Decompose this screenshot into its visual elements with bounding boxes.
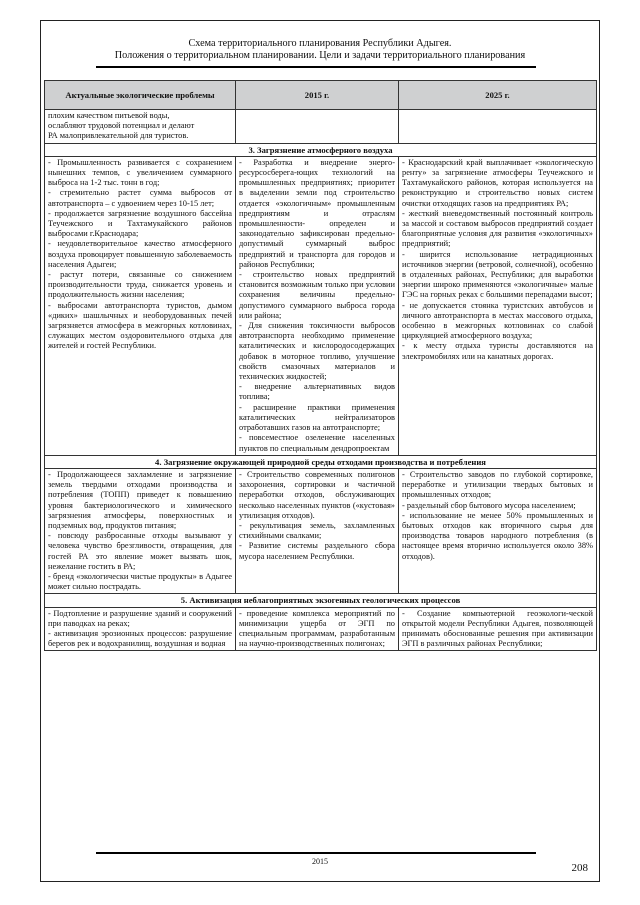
- list-item: - Строительство заводов по глубокой сортировке, переработке и утилизации твердых бытовых и промышленных отходов;: [402, 469, 593, 500]
- list-item: - Краснодарский край выплачивает «экологическую ренту» за загрязнение атмосферы Теучежского и Тахтамукайского районов, которая используется на реконструкцию и строительство новых систем очистки отходящих газов на предприятиях РА;: [402, 157, 593, 208]
- carry-cell-2025: [399, 110, 597, 144]
- list-item: - раздельный сбор бытового мусора населением;: [402, 500, 576, 510]
- cell-air-problems: [45, 156, 236, 455]
- list-item: - Подтопление и разрушение зданий и сооружений при паводках на реках;: [48, 608, 232, 628]
- list-item: - использование не менее 50% промышленных и бытовых отходов как вторичного сырья для производства товаров народного потребления (в настоящее время вторично используется около 38% отходов).: [402, 510, 593, 561]
- list-item: - Для снижения токсичности выбросов автотранспорта необходимо применение каталитических и кислородосодержащих добавок в моторное топливо, улучшение свойств смазочных материалов и технических жидкостей;: [239, 321, 395, 382]
- list-item: - растут потери, связанные со снижением производительности труда, снижается уровень и продолжительность жизни населения;: [48, 270, 232, 300]
- cell-geology-2025: [399, 607, 597, 651]
- table-row-carry: [45, 110, 597, 144]
- list-item: - не допускается стоянка туристских автобусов и личного автотранспорта в местах массового отдыха, особенно в межгорных котловинах со слабой циркуляцией атмосферного воздуха;: [402, 300, 593, 341]
- footer-year: 2015: [312, 857, 328, 866]
- cell-waste-2025: [399, 468, 597, 593]
- list-item: - жесткий вневедомственный постоянный контроль за массой и составом выбросов предприятий создает благоприятные условия для развития «экологичных» предприятий;: [402, 208, 593, 249]
- section-title-row: [45, 455, 597, 468]
- carry-line: РА малопривлекательной для туристов.: [48, 131, 189, 141]
- carry-line: плохим качеством питьевой воды,: [48, 111, 170, 120]
- list-item: - стремительно растет сумма выбросов от автотранспорта – с удвоением через 10-15 лет;: [48, 188, 232, 208]
- page-number: 208: [571, 862, 588, 874]
- carry-line: ослабляют трудовой потенциал и делают: [48, 121, 195, 131]
- footer-divider: [96, 852, 536, 854]
- list-item: - Строительство современных полигонов захоронения, сортировки и частичной переработки отходов, обслуживающих несколько населенных пунктов («кустовая» утилизация отходов).: [239, 469, 395, 520]
- list-item: - Промышленность развивается с сохранением нынешних темпов, с увеличением суммарного выброса на 1-2 тыс. тонн в год;: [48, 157, 232, 188]
- list-item: - неудовлетворительное качество атмосферного воздуха провоцирует повышенную заболеваемость населения Адыгеи;: [48, 239, 232, 269]
- list-item: - Разработка и внедрение энерго-ресурсосберега-ющих технологий на промышленных предприятиях; приоритет в выделении земли под строительство отдается «экологичным» промышленным предприятиям и отраслям промышленности- определен и законодательно зафиксирован предельно-допустимый суммарный выброс предприятий и транспорта для городов и районов Республики;: [239, 157, 395, 269]
- table-row-waste: [45, 468, 597, 593]
- list-item: - рекультивация земель, захламленных стихийными свалками;: [239, 520, 395, 541]
- header-title-line2: Положения о территориальном планировании. Цели и задачи территориального планирования: [114, 50, 526, 61]
- cell-geology-2015: [236, 607, 399, 651]
- section-title-air: 3. Загрязнение атмосферного воздуха: [45, 143, 597, 156]
- list-item: - Создание компьютерной геоэкологи-ческой открытой модели Республики Адыгея, позволяющей принимать обоснованные решения при активизации ЭГП в различных районах Республики;: [402, 608, 593, 649]
- cell-air-2025: [399, 156, 597, 455]
- cell-geology-problems: [45, 607, 236, 651]
- section-title-waste: 4. Загрязнение окружающей природной среды отходами производства и потребления: [45, 455, 597, 468]
- list-item: - внедрение альтернативных видов топлива;: [239, 382, 395, 402]
- list-item: - проведение комплекса мероприятий по минимизации ущерба от ЭГП по специальным программам, разработанным на научно-производственных полигонах;: [239, 608, 395, 649]
- table-row-air: [45, 156, 597, 455]
- list-item: - выбросами автотранспорта туристов, дымом «диких» шашлычных и необорудованных печей загрязняется атмосфера в межгорных котловинах, служащих местом оздоровительного отдыха для жителей и гостей Республики.: [48, 300, 232, 351]
- list-item: - бренд «экологически чистые продукты» в Адыгее может сильно пострадать.: [48, 571, 232, 592]
- goals-table: [44, 80, 597, 651]
- list-item: - продолжается загрязнение воздушного бассейна Теучежского и Тахтамукайского районов выбросами г.Краснодара;: [48, 208, 232, 239]
- list-item: - активизация эрозионных процессов: разрушение берегов рек и водохранилищ, воздушная и водная: [48, 628, 232, 649]
- header-title-line1: Схема территориального планирования Республики Адыгея.: [188, 38, 452, 49]
- section-title-row: [45, 143, 597, 156]
- cell-air-2015: [236, 156, 399, 455]
- table-header-row: [45, 81, 597, 110]
- cell-waste-2015: [236, 468, 399, 593]
- list-item: - строительство новых предприятий становится возможным только при условии сохранения величины предельно-допустимого суммарного выброса города или района;: [239, 270, 395, 320]
- section-title-geology: 5. Активизация неблагоприятных экзогенных геологических процессов: [45, 594, 597, 607]
- column-header-problems: Актуальные экологические проблемы: [45, 81, 236, 110]
- document-header: [44, 38, 596, 62]
- list-item: - к месту отдыха туристы доставляются на электромобилях или на канатных дорогах.: [402, 341, 593, 361]
- table-row-geology: [45, 607, 597, 651]
- list-item: - расширение практики применения каталитических нейтрализаторов отработавших газов на автотранспорте;: [239, 402, 395, 433]
- list-item: - повсеместное озеленение населенных пунктов по специальным дендропроектам: [239, 433, 395, 453]
- section-title-row: [45, 594, 597, 607]
- list-item: - Развитие системы раздельного сбора мусора населением Республики.: [239, 541, 395, 561]
- cell-waste-problems: [45, 468, 236, 593]
- list-item: - Продолжающееся захламление и загрязнение земель твердыми отходами производства и потребления (ТОПП) приведет к повышению уровня бактериологического и химического загрязнения атмосферы, поверхностных и подземных вод, продуктов питания;: [48, 469, 232, 530]
- column-header-2015: 2015 г.: [236, 81, 399, 110]
- header-divider: [96, 66, 536, 68]
- carry-cell-2015: [236, 110, 399, 144]
- list-item: - ширится использование нетрадиционных источников энергии (ветровой, солнечной), особенно в отдаленных районах, Республики; для выработки энергии широко применяются «экологичные» малые ГЭС на горных реках с большими перепадами высот;: [402, 249, 593, 300]
- column-header-2025: 2025 г.: [399, 81, 597, 110]
- list-item: - повсюду разбросанные отходы вызывают у человека чувство брезгливости, отвращения, для гостей РА это явление может вызвать шок, нежелание гостить в РА;: [48, 531, 232, 571]
- carry-cell-problems: [45, 110, 236, 144]
